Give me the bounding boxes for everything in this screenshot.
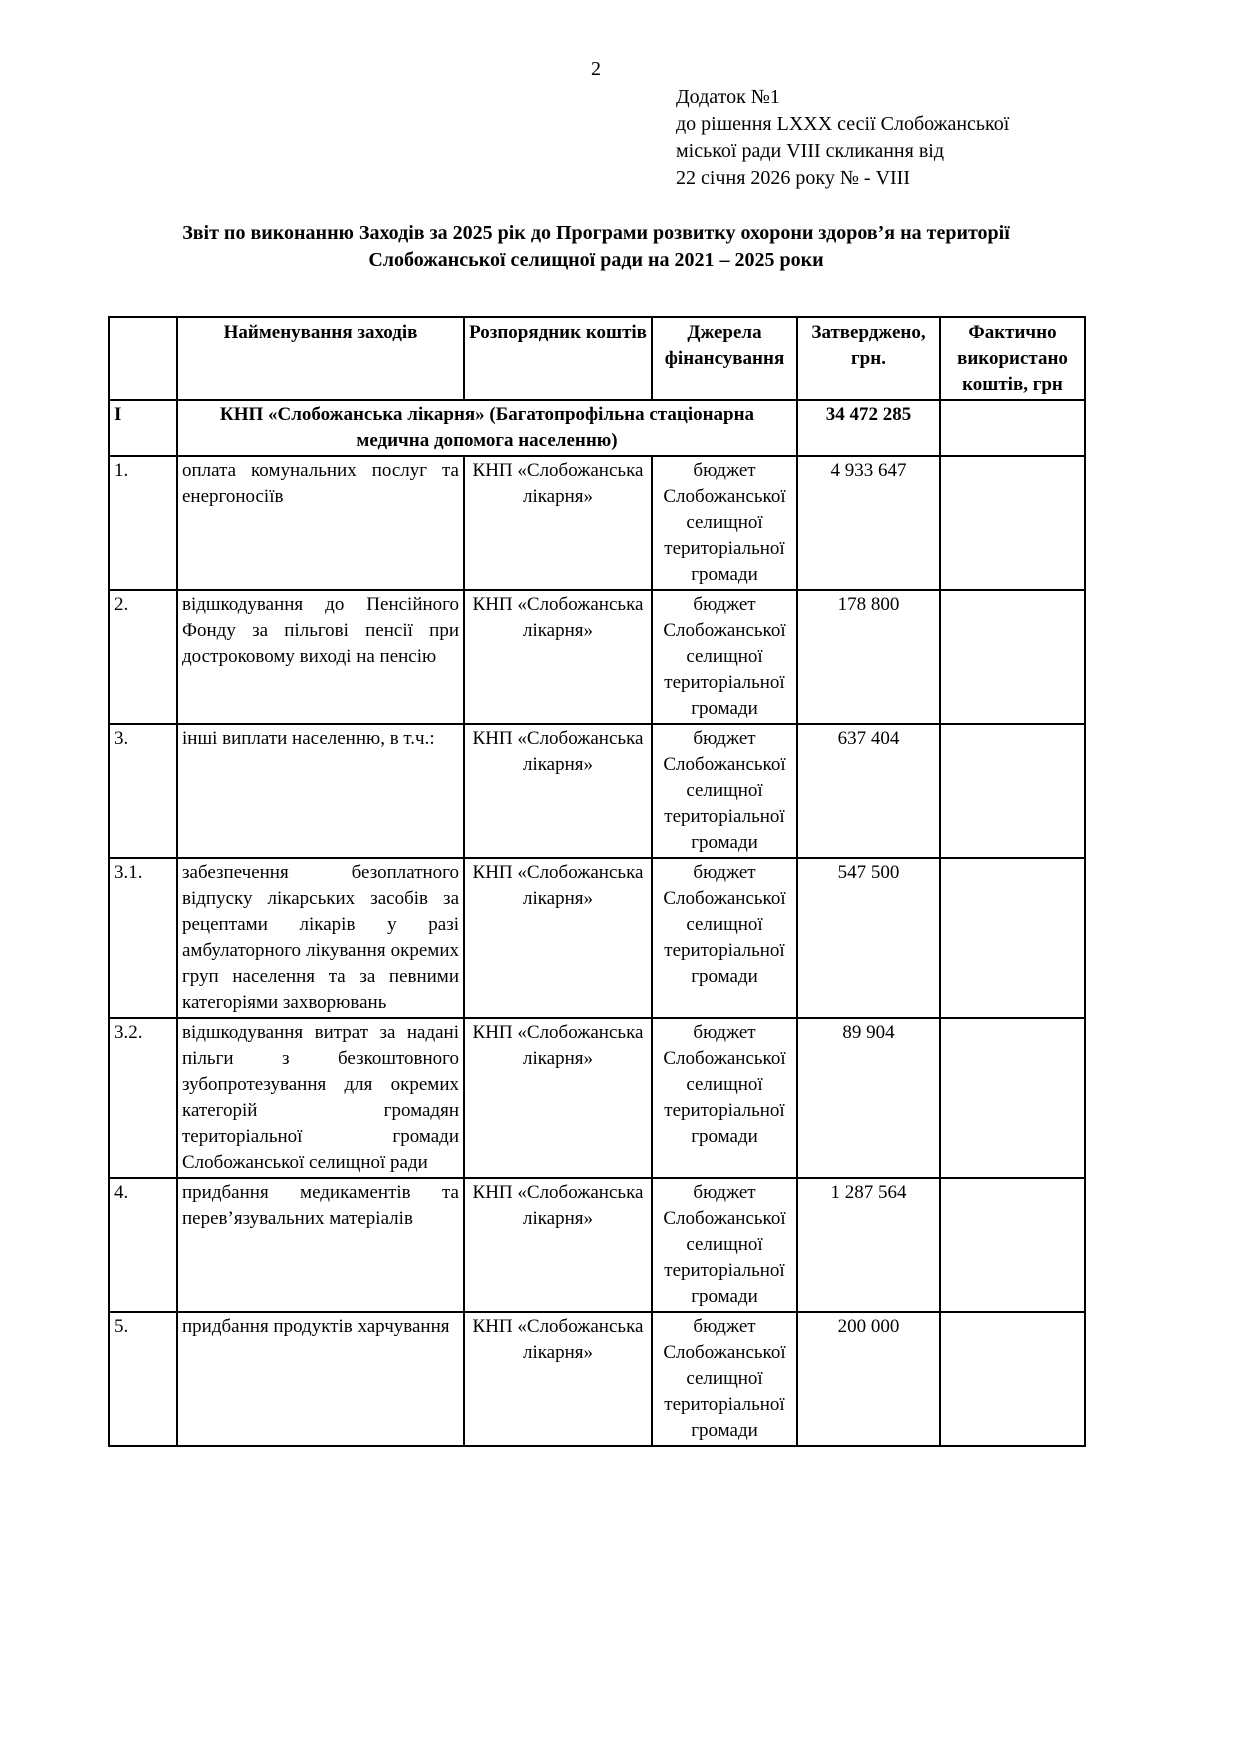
cell-actual bbox=[940, 858, 1085, 1018]
cell-actual bbox=[940, 1312, 1085, 1446]
header-cell-name: Найменування заходів bbox=[177, 317, 464, 400]
header-cell-source: Джерела фінансування bbox=[652, 317, 797, 400]
header-cell-num bbox=[109, 317, 177, 400]
annex-line: Додаток №1 bbox=[676, 86, 780, 108]
cell-name: забезпечення безоплатного відпуску лікарських засобів за рецептами лікарів у разі амбулаторного лікування окремих груп населення та за певними категоріями захворювань bbox=[177, 858, 464, 1018]
cell-source: бюджет Слобожанської селищної територіальної громади bbox=[652, 858, 797, 1018]
cell-name: придбання продуктів харчування bbox=[177, 1312, 464, 1446]
table-body bbox=[109, 400, 1085, 1446]
cell-num: 5. bbox=[109, 1312, 177, 1446]
report-table bbox=[108, 316, 1086, 1447]
cell-actual bbox=[940, 456, 1085, 590]
cell-source: бюджет Слобожанської селищної територіальної громади bbox=[652, 1312, 797, 1446]
table-row bbox=[109, 456, 1085, 590]
table-row bbox=[109, 1178, 1085, 1312]
cell-approved: 637 404 bbox=[797, 724, 940, 858]
cell-manager: КНП «Слобожанська лікарня» bbox=[464, 1018, 652, 1178]
cell-manager: КНП «Слобожанська лікарня» bbox=[464, 858, 652, 1018]
cell-num: I bbox=[109, 400, 177, 456]
cell-name: оплата комунальних послуг та енергоносіїв bbox=[177, 456, 464, 590]
section-row bbox=[109, 400, 1085, 456]
cell-manager: КНП «Слобожанська лікарня» bbox=[464, 724, 652, 858]
cell-num: 3.1. bbox=[109, 858, 177, 1018]
cell-approved: 4 933 647 bbox=[797, 456, 940, 590]
cell-num: 3. bbox=[109, 724, 177, 858]
annex-header bbox=[676, 84, 1084, 192]
page-number: 2 bbox=[591, 58, 601, 80]
table-row bbox=[109, 1312, 1085, 1446]
cell-num: 3.2. bbox=[109, 1018, 177, 1178]
cell-name: придбання медикаментів та перев’язувальних матеріалів bbox=[177, 1178, 464, 1312]
table-row bbox=[109, 1018, 1085, 1178]
cell-actual bbox=[940, 1178, 1085, 1312]
cell-source: бюджет Слобожанської селищної територіальної громади bbox=[652, 590, 797, 724]
header-cell-approved: Затверджено, грн. bbox=[797, 317, 940, 400]
cell-source: бюджет Слобожанської селищної територіальної громади bbox=[652, 724, 797, 858]
document-title-line: Звіт по виконанню Заходів за 2025 рік до Програми розвитку охорони здоров’я на території bbox=[182, 222, 1010, 244]
cell-name: відшкодування до Пенсійного Фонду за пільгові пенсії при достроковому виході на пенсію bbox=[177, 590, 464, 724]
cell-approved: 547 500 bbox=[797, 858, 940, 1018]
table-row bbox=[109, 590, 1085, 724]
cell-num: 4. bbox=[109, 1178, 177, 1312]
table-row bbox=[109, 858, 1085, 1018]
cell-approved: 1 287 564 bbox=[797, 1178, 940, 1312]
cell-manager: КНП «Слобожанська лікарня» bbox=[464, 1178, 652, 1312]
cell-approved: 178 800 bbox=[797, 590, 940, 724]
annex-line: 22 січня 2026 року № - VIII bbox=[676, 167, 910, 189]
annex-line: міської ради VIII скликання від bbox=[676, 140, 944, 162]
header-cell-manager: Розпорядник коштів bbox=[464, 317, 652, 400]
cell-source: бюджет Слобожанської селищної територіальної громади bbox=[652, 1018, 797, 1178]
header-cell-actual: Фактично використано коштів, грн bbox=[940, 317, 1085, 400]
cell-approved: 200 000 bbox=[797, 1312, 940, 1446]
cell-source: бюджет Слобожанської селищної територіальної громади bbox=[652, 456, 797, 590]
cell-approved: 89 904 bbox=[797, 1018, 940, 1178]
cell-actual bbox=[940, 400, 1085, 456]
table-header-row bbox=[109, 317, 1085, 400]
cell-name: інші виплати населенню, в т.ч.: bbox=[177, 724, 464, 858]
cell-manager: КНП «Слобожанська лікарня» bbox=[464, 456, 652, 590]
cell-num: 1. bbox=[109, 456, 177, 590]
cell-actual bbox=[940, 724, 1085, 858]
cell-approved: 34 472 285 bbox=[797, 400, 940, 456]
cell-actual bbox=[940, 1018, 1085, 1178]
cell-name: відшкодування витрат за надані пільги з безкоштовного зубопротезування для окремих категорій громадян територіальної громади Слобожанської селищної ради bbox=[177, 1018, 464, 1178]
document-title bbox=[108, 220, 1084, 274]
table-row bbox=[109, 724, 1085, 858]
cell-source: бюджет Слобожанської селищної територіальної громади bbox=[652, 1178, 797, 1312]
cell-section-name: КНП «Слобожанська лікарня» (Багатопрофільна стаціонарна медична допомога населенню) bbox=[177, 400, 797, 456]
cell-manager: КНП «Слобожанська лікарня» bbox=[464, 590, 652, 724]
annex-line: до рішення LXXX сесії Слобожанської bbox=[676, 113, 1010, 135]
document-title-line: Слобожанської селищної ради на 2021 – 2025 роки bbox=[368, 249, 824, 271]
cell-actual bbox=[940, 590, 1085, 724]
cell-manager: КНП «Слобожанська лікарня» bbox=[464, 1312, 652, 1446]
cell-num: 2. bbox=[109, 590, 177, 724]
